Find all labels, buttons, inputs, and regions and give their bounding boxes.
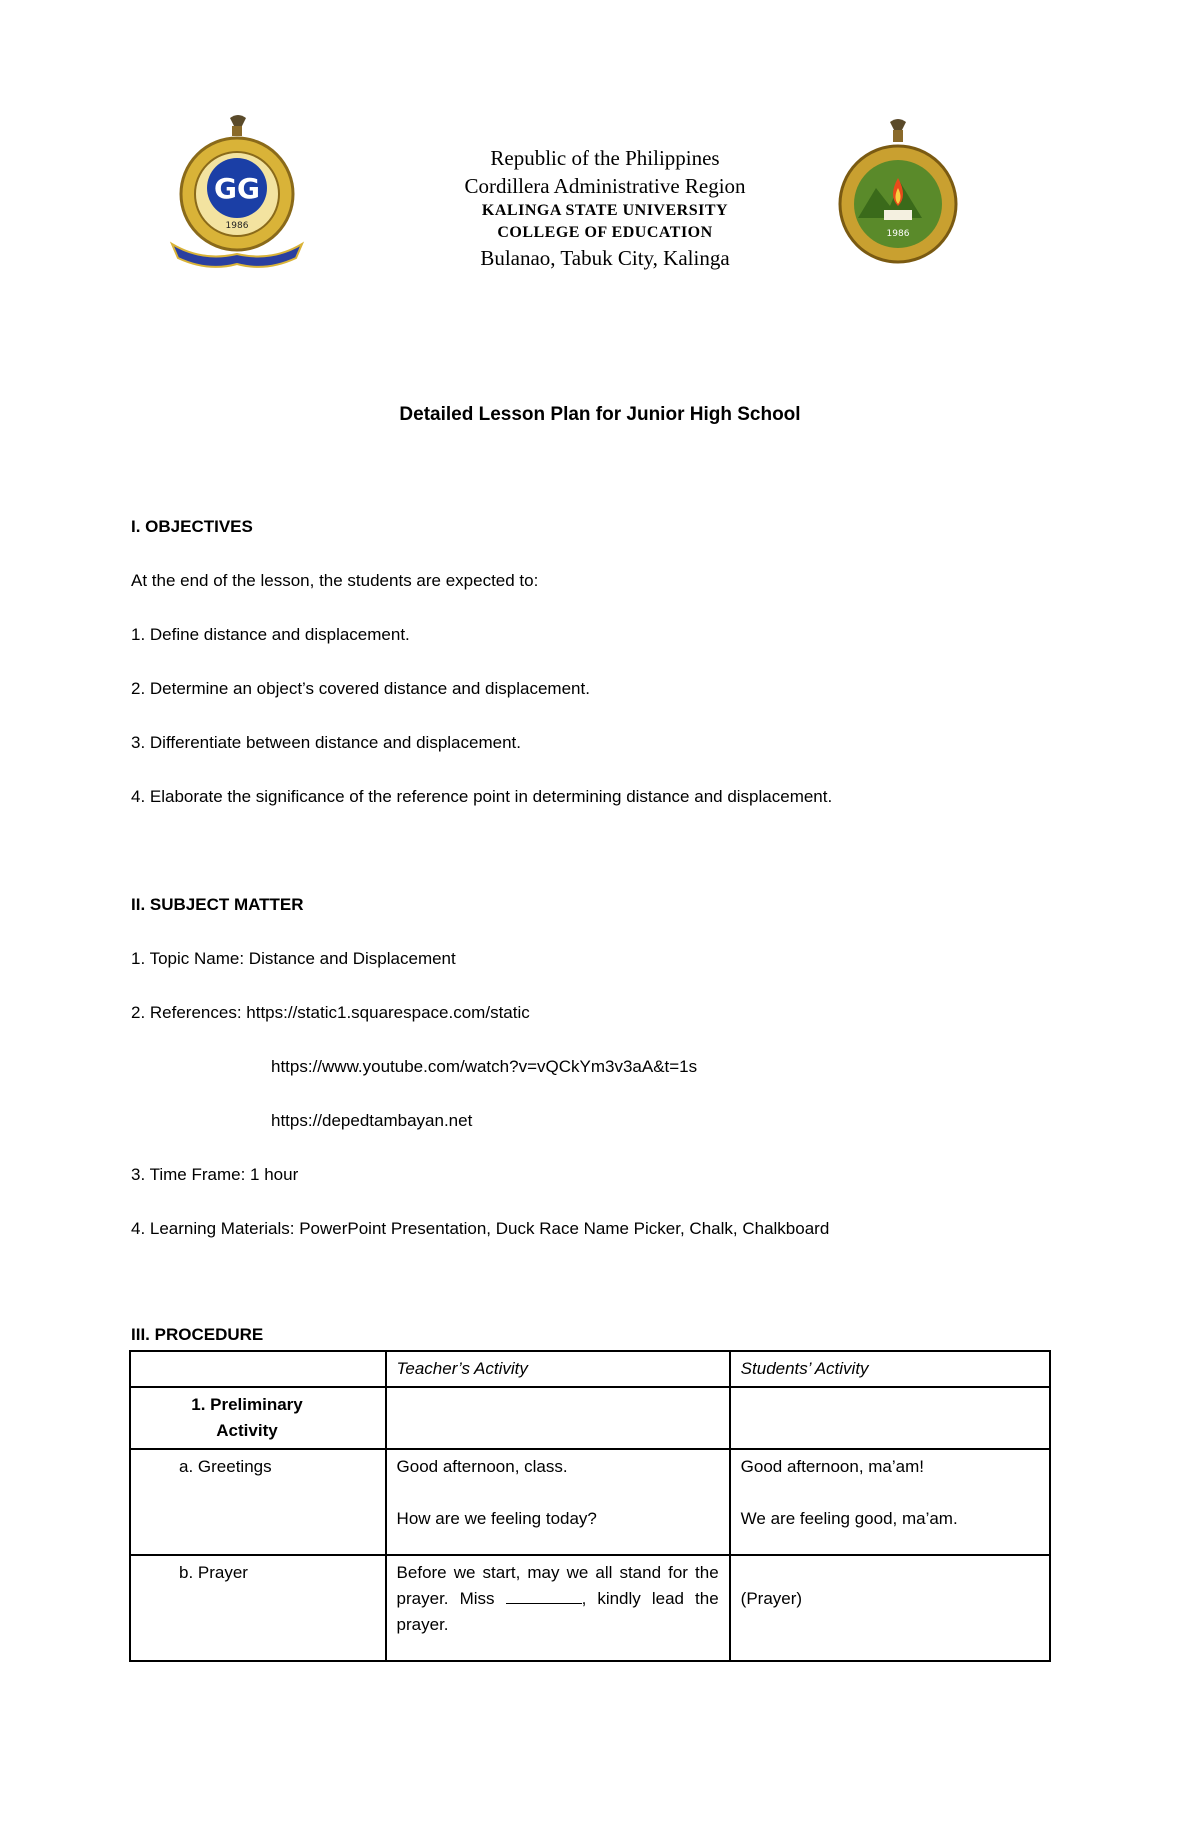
subject-matter-heading: II. SUBJECT MATTER [131,895,304,914]
university-seal-right [836,118,960,268]
teacher-activity-header: Teacher’s Activity [386,1351,730,1387]
address-line: Bulanao, Tabuk City, Kalinga [480,246,730,270]
table-row [130,1449,1050,1555]
time-frame-line: 3. Time Frame: 1 hour [131,1165,299,1184]
table-row [130,1555,1050,1661]
topic-line: 1. Topic Name: Distance and Displacement [131,949,456,968]
materials-line: 4. Learning Materials: PowerPoint Presentation, Duck Race Name Picker, Chalk, Chalkboard [131,1219,830,1238]
name-blank [506,1587,582,1604]
institution-header [400,144,810,272]
table-header-row [130,1351,1050,1387]
greetings-student-line: Good afternoon, ma’am! [740,1457,924,1476]
reference-link: https://depedtambayan.net [271,1111,473,1130]
greetings-student-line: We are feeling good, ma’am. [740,1509,958,1528]
table-cell [386,1387,730,1449]
svg-text:GG: GG [214,172,260,205]
region-line: Cordillera Administrative Region [464,174,746,198]
procedure-table [129,1350,1051,1662]
republic-line: Republic of the Philippines [490,146,720,170]
university-line: KALINGA STATE UNIVERSITY [481,202,729,219]
table-cell [130,1555,386,1661]
objectives-intro: At the end of the lesson, the students are expected to: [131,571,539,590]
greetings-label: a. Greetings [179,1457,272,1476]
seal-right-year: 1986 [886,229,910,239]
table-cell [730,1555,1050,1661]
preliminary-activity-label: 1. Preliminary Activity [191,1395,303,1440]
references-line: 2. References: https://static1.squarespace.com/static [131,1003,530,1022]
prayer-teacher-text: Before we start, may we all stand for the prayer. Miss [396,1563,719,1608]
objective-item: 2. Determine an object’s covered distance and displacement. [131,679,590,698]
greetings-teacher-line: How are we feeling today? [396,1509,597,1528]
table-cell [130,1449,386,1555]
table-row [130,1387,1050,1449]
letterhead [0,112,1200,282]
objective-item: 4. Elaborate the significance of the reference point in determining distance and displacement. [131,787,833,806]
table-cell [386,1449,730,1555]
seal-left-year: 1986 [225,221,249,231]
procedure-heading: III. PROCEDURE [131,1325,264,1344]
college-line: COLLEGE OF EDUCATION [497,224,713,241]
prayer-teacher-text-end: , kindly lead the prayer. [396,1589,719,1634]
table-cell [386,1555,730,1661]
objectives-heading: I. OBJECTIVES [131,517,253,536]
table-cell [130,1387,386,1449]
students-activity-header: Students’ Activity [730,1351,1050,1387]
table-cell [730,1449,1050,1555]
objective-item: 3. Differentiate between distance and displacement. [131,733,521,752]
objective-item: 1. Define distance and displacement. [131,625,410,644]
greetings-teacher-line: Good afternoon, class. [396,1457,568,1476]
prayer-student-line: (Prayer) [740,1589,803,1608]
reference-link: https://www.youtube.com/watch?v=vQCkYm3v3aA&t=1s [271,1057,698,1076]
prayer-label: b. Prayer [179,1563,248,1582]
table-cell [730,1387,1050,1449]
table-cell [130,1351,386,1387]
university-seal-left [168,112,306,270]
page-title: Detailed Lesson Plan for Junior High School [399,404,801,425]
